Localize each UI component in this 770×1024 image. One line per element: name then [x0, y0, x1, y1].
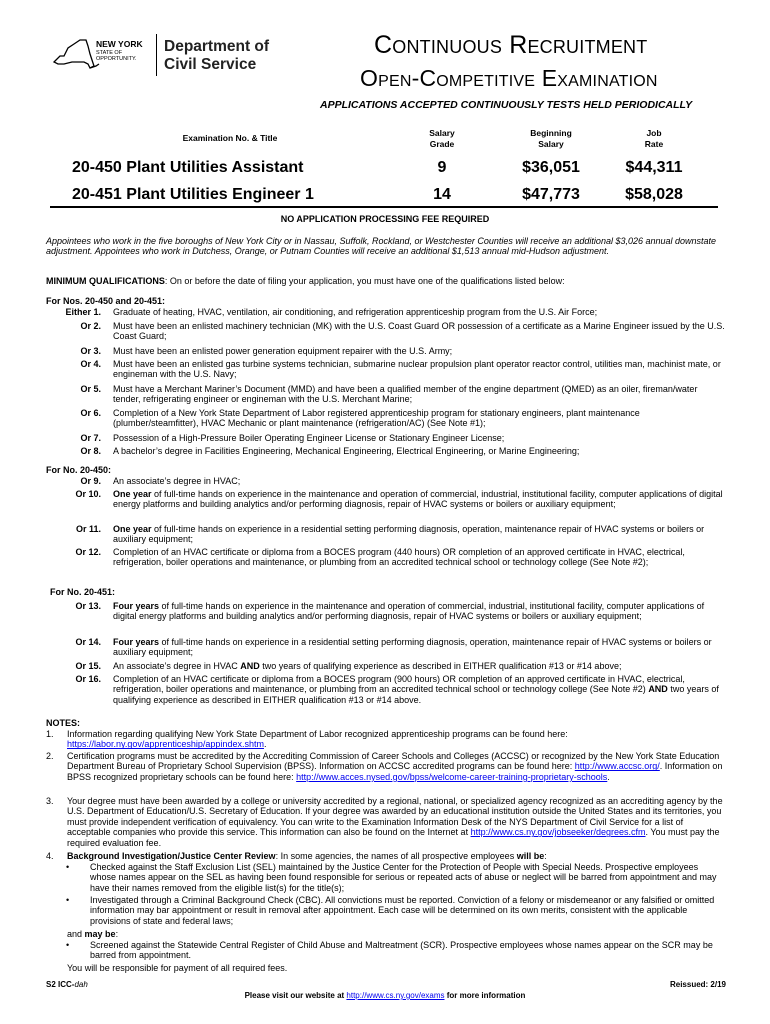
qual-text-bold: One year: [113, 524, 152, 534]
website-note-post: for more information: [444, 991, 526, 1000]
dept-name-line1: Department of: [164, 38, 270, 55]
and-text: and: [67, 929, 85, 939]
qual-item: [40, 601, 725, 622]
exam-row-grade: 14: [433, 186, 451, 203]
qual-label: Or 12.: [75, 547, 101, 557]
qual-label: Or 2.: [80, 321, 101, 331]
ny-logo-line1: NEW YORK: [96, 39, 143, 49]
and-may-be: [67, 929, 118, 939]
qual-text: [113, 476, 725, 486]
note-text-after: .: [607, 771, 610, 782]
form-code: [46, 980, 88, 989]
exam-row-title: 20-451 Plant Utilities Engineer 1: [72, 186, 314, 203]
note-text-body: Information regarding qualifying New York State Department of Labor recognized apprenticeship programs can be found here:: [67, 729, 568, 739]
note-item: [46, 851, 726, 861]
qual-label: Or 9.: [80, 476, 101, 486]
note-text-bold: Background Investigation/Justice Center Review: [67, 851, 276, 861]
qual-text: Must have a Merchant Mariner’s Document (MMD) and have been a qualified member of the engine department (QMED) as an oiler, fireman/water tender, refrigerating engineer or engineman with the U.S. Merchant Marine;: [113, 384, 698, 405]
qual-label: Or 11.: [75, 524, 101, 534]
exam-row-title: 20-450 Plant Utilities Assistant: [72, 159, 304, 176]
qual-item: [40, 446, 725, 456]
qual-text-body: of full-time hands on experience in a residential setting performing diagnosis, operation, maintenance repair of HVAC systems or boilers or auxiliary equipment;: [113, 637, 712, 658]
min-qual-text: : On or before the date of filing your application, you must have one of the qualifications listed below:: [164, 276, 565, 286]
qual-item: [40, 359, 725, 380]
col-header-job-line1: Job: [646, 128, 662, 138]
note-text-bold: will be: [516, 851, 545, 861]
notes-heading: NOTES:: [46, 718, 81, 728]
qual-text: [113, 524, 725, 545]
qual-item: [40, 661, 725, 671]
exam-row-beginning: $47,773: [522, 186, 580, 203]
note-text-after: :: [544, 851, 547, 861]
qual-text: [113, 674, 725, 705]
col-header-job-line2: Rate: [644, 139, 664, 149]
qual-label: Either 1.: [65, 307, 101, 317]
form-initials: dah: [74, 980, 88, 989]
qual-item: [40, 674, 725, 705]
may-be-text: may be: [84, 929, 116, 939]
qual-text-body: two years of qualifying experience as described in EITHER qualification #13 or #14 above.: [113, 684, 719, 705]
qual-text-body: of full-time hands on experience in the maintenance and operation of commercial, industrial, institutional facility, computer applications of digital energy platforms and building analytics and/or performing diagnosis, repair of HVAC systems or boilers or auxiliary equipment;: [113, 489, 723, 510]
salary-adjustment-text: Appointees who work in the five boroughs of New York City or in Nassau, Suffolk, Rockland, or Westchester Counties will receive an additional $3,026 annual downstate adjustment. Appointees who work in Dutchess, Orange, or Putnam Counties will receive an additional $1,513 annual mid-Hudson adjustment.: [46, 236, 717, 257]
qual-text-bold: Four years: [113, 601, 160, 611]
qual-text-body: two years of qualifying experience as described in EITHER qualification #13 or #14 above;: [259, 661, 622, 671]
qual-text: [113, 489, 725, 510]
qual-item: [40, 476, 725, 486]
qual-text: [113, 601, 725, 622]
table-rule: [50, 206, 718, 208]
qual-item: [40, 524, 725, 545]
group1-heading: For Nos. 20-450 and 20-451:: [46, 296, 166, 306]
qual-item: [40, 637, 725, 658]
note-label: 1.: [46, 729, 54, 739]
qual-label: Or 10.: [75, 489, 101, 499]
website-note-pre: Please visit our website at: [244, 991, 347, 1000]
qual-label: Or 13.: [75, 601, 101, 611]
qual-text: Completion of a New York State Department of Labor registered apprenticeship program for stationary engineers, plant maintenance (plumber/steamfitter), HVAC Mechanic or plant maintenance (refrigeration/AC) (See Note #1);: [113, 408, 640, 429]
col-header-title: Examination No. & Title: [182, 133, 278, 143]
bullet-icon: •: [66, 862, 70, 872]
col-header-beginning: [514, 128, 588, 150]
page-subtitle: Open-Competitive Examination: [360, 65, 658, 91]
qual-text-body: Completion of an HVAC certificate or diploma from a BOCES program (440 hours) OR completion of an approved certificate in HVAC, electrical, refrigeration, boiler operations and maintenance, or plumbing from an accredited technical school or technology college (See Note #2);: [113, 547, 685, 568]
qual-label: Or 14.: [75, 637, 101, 647]
qual-text-body: of full-time hands on experience in a residential setting performing diagnosis, operation, maintenance repair of HVAC systems or boilers or auxiliary equipment;: [113, 524, 705, 545]
accsc-link[interactable]: http://www.accsc.org/: [574, 761, 660, 772]
note-text-body: : In some agencies, the names of all prospective employees: [275, 851, 517, 861]
qual-text: Must have been an enlisted gas turbine systems technician, submarine nuclear propulsion plant operator reactor control, utilities man, machinist mate, or engineman with the U.S. Navy;: [113, 359, 721, 380]
col-header-beginning-line1: Beginning: [530, 128, 572, 138]
note-item: [46, 729, 726, 750]
form-code-text: S2 ICC-: [46, 980, 75, 989]
qual-text: [113, 547, 725, 568]
exam-row-beginning: $36,051: [522, 159, 580, 176]
col-header-job: [624, 128, 684, 150]
exam-row-job: $44,311: [625, 159, 683, 176]
note-text: [67, 851, 726, 861]
qual-item: [40, 489, 725, 510]
apprenticeship-link[interactable]: https://labor.ny.gov/apprenticeship/appindex.shtm: [67, 739, 264, 750]
reissued-date: Reissued: 2/19: [669, 980, 726, 989]
note-text: [67, 729, 726, 750]
qual-text-pre: An associate’s degree in HVAC: [113, 661, 241, 671]
note-text: [67, 796, 726, 848]
exam-row-job: $58,028: [625, 186, 683, 203]
qual-label: Or 4.: [80, 359, 101, 369]
exam-row-grade: 9: [437, 159, 447, 176]
qual-text: Must have been an enlisted machinery technician (MK) with the U.S. Coast Guard OR possession of a certificate as a Marine Engineer issued by the U.S. Coast Guard;: [113, 321, 725, 342]
qual-item: [40, 307, 725, 317]
qual-item: [40, 433, 725, 443]
qual-label: Or 7.: [80, 433, 101, 443]
and-colon: :: [115, 929, 119, 939]
ny-logo-line3: OPPORTUNITY.: [96, 56, 137, 62]
min-qual-label: MINIMUM QUALIFICATIONS: [46, 276, 165, 286]
qual-text-body: of full-time hands on experience in the maintenance and operation of commercial, industrial, institutional facility, computer applications of digital energy platforms and building analytics and/or performing diagnosis, repair of HVAC systems or boilers or auxiliary equipment;: [113, 601, 705, 622]
qual-text: Must have been an enlisted power generation equipment repairer with the U.S. Army;: [113, 346, 453, 356]
degrees-link[interactable]: http://www.cs.ny.gov/jobseeker/degrees.cfm: [470, 827, 646, 838]
qual-text: A bachelor’s degree in Facilities Engineering, Mechanical Engineering, Electrical Engineering, or Marine Engineering;: [113, 446, 580, 456]
payment-note: You will be responsible for payment of all required fees.: [67, 963, 288, 973]
note-text: [67, 751, 726, 782]
qual-text-bold: AND: [240, 661, 260, 671]
qual-text-bold: AND: [648, 684, 668, 695]
qual-text-body: An associate’s degree in HVAC;: [113, 476, 241, 486]
applications-note: APPLICATIONS ACCEPTED CONTINUOUSLY TESTS HELD PERIODICALLY: [320, 99, 693, 111]
qual-label: Or 16.: [75, 674, 101, 684]
page-title: Continuous Recruitment: [374, 31, 648, 59]
bullet-icon: •: [66, 895, 70, 905]
ny-logo-line2: STATE OF: [96, 50, 123, 56]
note-label: 4.: [46, 851, 54, 861]
note-label: 2.: [46, 751, 54, 761]
bullet-text: Screened against the Statewide Central Register of Child Abuse and Maltreatment (SCR). Prospective employees whose names appear on the SCR may be barred from appointment.: [90, 940, 713, 961]
logo-divider: [156, 34, 157, 76]
qual-item: [40, 346, 725, 356]
qual-text: Graduate of heating, HVAC, ventilation, air conditioning, and refrigeration apprenticeship program from the U.S. Air Force;: [113, 307, 598, 317]
dept-name-line2: Civil Service: [164, 56, 257, 73]
note-text-after: . You must pay the required evaluation fee.: [67, 827, 720, 848]
qual-label: Or 6.: [80, 408, 101, 418]
bullet-icon: •: [66, 940, 70, 950]
group3-heading: For No. 20-451:: [50, 587, 116, 597]
qual-label: Or 3.: [80, 346, 101, 356]
col-header-grade-line1: Salary: [429, 128, 455, 138]
note-item: [46, 751, 726, 782]
qual-text: Possession of a High-Pressure Boiler Operating Engineer License or Stationary Engineer License;: [113, 433, 505, 443]
qual-label: Or 8.: [80, 446, 101, 456]
ny-state-map-icon: [50, 36, 100, 72]
bullet-text: Investigated through a Criminal Background Check (CBC). All convictions must be reported. Conviction of a felony or misdemeanor or any falsified or omitted information may bar appointment or result in removal after appointment. Each case will be determined on its own merits, consistent with the applicable provisions of state and federal laws;: [90, 895, 715, 926]
note-item: [46, 796, 726, 848]
qual-label: Or 5.: [80, 384, 101, 394]
col-header-grade-line2: Grade: [429, 139, 455, 149]
note-text-body: Your degree must have been awarded by a college or university accredited by a regional, national, or specialized agency recognized as an accrediting agency by the U.S. Department of Education/U.S. Secretary of Education. If your degree was awarded by an educational institution outside the United States and its territories, you must provide independent verification of equivalency. You can write to the Examination Information Desk of the NYS Department of Civil Service for a list of acceptable companies who provide this service. This information can also be found on the Internet at: [67, 796, 723, 838]
qual-text-bold: One year: [113, 489, 152, 499]
note-text-after: .: [263, 739, 267, 750]
qual-item: [40, 547, 725, 568]
bullet-item: [66, 862, 726, 893]
qual-text-bold: Four years: [113, 637, 160, 647]
qual-item: [40, 321, 725, 342]
bpss-link[interactable]: http://www.acces.nysed.gov/bpss/welcome-career-training-proprietary-schools: [296, 771, 608, 782]
qual-text: [113, 637, 725, 658]
exams-website-link[interactable]: http://www.cs.ny.gov/exams: [346, 991, 445, 1000]
qual-item: [40, 384, 725, 405]
bullet-text: Checked against the Staff Exclusion List (SEL) maintained by the Justice Center for the Protection of People with Special Needs. Prospective employees whose names appear on the SEL as having been found responsible for serious or repeated acts of abuse or neglect will be barred from appointment and may have their names removed from the eligible list(s) for the title(s);: [90, 862, 717, 893]
col-header-grade: [412, 128, 472, 150]
website-note: [0, 991, 770, 1000]
note-text-mid: . Information on BPSS recognized proprietary schools can be found here:: [67, 761, 723, 782]
min-qual-paragraph: [46, 276, 726, 286]
qual-item: [40, 408, 725, 429]
no-fee-notice: NO APPLICATION PROCESSING FEE REQUIRED: [280, 214, 490, 224]
bullet-item: [66, 895, 726, 926]
qual-label: Or 15.: [75, 661, 101, 671]
bullet-item: [66, 940, 726, 961]
col-header-beginning-line2: Salary: [538, 139, 564, 149]
group2-heading: For No. 20-450:: [46, 465, 112, 475]
note-text-body: Certification programs must be accredited by the Accrediting Commission of Career Schools and Colleges (ACCSC) or recognized by the New York State Education Department Bureau of Proprietary School Supervision (BPSS). Information on ACCSC accredited programs can be found here:: [67, 751, 720, 772]
note-label: 3.: [46, 796, 54, 806]
qual-text-pre: Completion of an HVAC certificate or diploma from a BOCES program (900 hours) OR completion of an approved certificate in HVAC, electrical, refrigeration, boiler operations and maintenance, or plumbing from an accredited technical school or technology college (See Note #2): [113, 674, 685, 695]
qual-text: [113, 661, 725, 671]
ny-civil-service-logo: [50, 32, 290, 82]
